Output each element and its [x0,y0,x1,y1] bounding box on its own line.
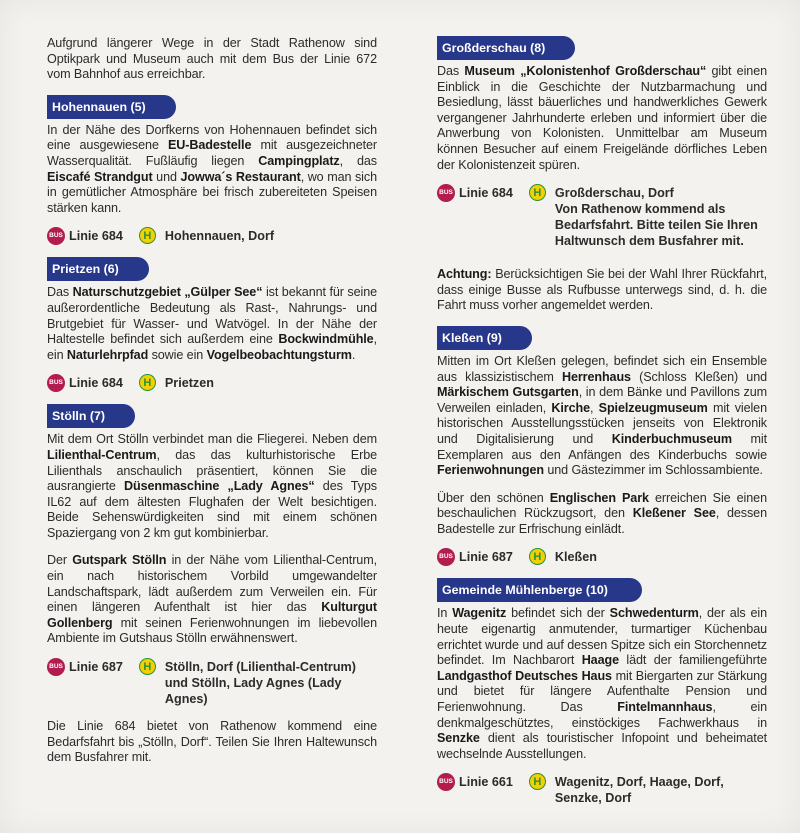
bus-icon: BUS [47,658,65,676]
bus-stop-prietzen [47,375,377,392]
bus-line-label: Linie 661 [459,775,513,790]
bus-line-label: Linie 684 [459,186,513,201]
bus-icon: BUS [47,227,65,245]
bus-stop-icon: H [139,227,156,244]
stop-name: Kleßen [554,550,597,565]
text-klessen-1: Mitten im Ort Kleßen gelegen, befindet sich ein Ensemble aus klassizistischem Herrenhaus (Schloss Kleßen) und Märkischem Gutsgarten, in dem Bänke und Pavillons zum Verweilen einladen, Kirche, Spielzeugmuseum mit vielen historischen Ausstellungsstücken jenseits von Elektronik und Digitalisierung und Kinderbuchmuseum mit Exemplaren aus den Anfängen des Kinderbuchs sowie Ferienwohnungen und Gästezimmer im Schlossambiente. [437,353,767,478]
heading-grossderschau: Großderschau (8) [437,36,575,60]
bus-stop-icon: H [139,374,156,391]
bus-stop-icon: H [529,184,546,201]
bus-icon: BUS [437,184,455,202]
heading-klessen: Kleßen (9) [437,326,532,350]
bus-line-label: Linie 687 [459,550,513,565]
heading-muehlenberge: Gemeinde Mühlenberge (10) [437,578,642,602]
bus-icon: BUS [47,374,65,392]
note-stoelln: Die Linie 684 bietet von Rathenow kommend eine Bedarfsfahrt bis „Stölln, Dorf“. Teilen Sie Ihren Haltewunsch dem Busfahrer mit. [47,719,377,765]
bus-icon: BUS [437,773,455,791]
bus-line-label: Linie 684 [69,376,123,391]
stop-name: Wagenitz, Dorf, Haage, Dorf, Senzke, Dorf [554,775,724,806]
bus-line-label: Linie 684 [69,229,123,244]
text-stoelln-1: Mit dem Ort Stölln verbindet man die Fliegerei. Neben dem Lilienthal-Centrum, das das kulturhistorische Erbe Lilienthals anschaulich präsentiert, können Sie die ausrangierte Düsenmaschine „Lady Agnes“ des Typs IL62 auf dem ältesten Flughafen der Welt besichtigen. Beide Sehenswürdigkeiten sind mit einem schönen Spaziergang von 2 km gut kombinierbar. [47,432,377,540]
bus-stop-muehlenberge [437,774,767,806]
stop-name: Großderschau, Dorf [554,186,674,201]
warning-text: Achtung: Berücksichtigen Sie bei der Wahl Ihrer Rückfahrt, dass einige Busse als Rufbusse unterwegs sind, d. h. die Fahrt muss vorher angemeldet werden. [437,267,767,313]
stop-name: Prietzen [164,376,214,391]
stop-note: Von Rathenow kommend als Bedarfsfahrt. Bitte teilen Sie Ihren Haltwunsch dem Busfahrer mit. [554,202,758,249]
bus-stop-icon: H [529,548,546,565]
right-column [437,36,767,818]
heading-stoelln: Stölln (7) [47,404,135,428]
intro-text: Aufgrund längerer Wege in der Stadt Rathenow sind Optikpark und Museum auch mit dem Bus der Linie 672 vom Bahnhof aus erreichbar. [47,36,377,82]
bus-stop-klessen [437,549,767,566]
heading-hohennauen: Hohennauen (5) [47,95,176,119]
left-column [47,36,377,778]
text-grossderschau: Das Museum „Kolonistenhof Großderschau“ gibt einen Einblick in die Geschichte der Nutzbarmachung und Besiedlung, lässt bäuerliches und handwerkliches Gewerk vergangener Jahrhunderte erleben und informiert über die Anwerbung von Kolonisten. Unmittelbar am Museum können Besucher auf einem Freigelände dörfliches Leben der Kolonistenzeit spüren. [437,64,767,172]
stop-name: Stölln, Dorf (Lilienthal-Centrum) und Stölln, Lady Agnes (Lady Agnes) [164,660,356,707]
warning-label: Achtung: [437,267,492,282]
text-prietzen: Das Naturschutzgebiet „Gülper See“ ist bekannt für seine außerordentliche Bedeutung als Rast-, Nahrungs- und Brutgebiet für Wasser- und Watvögel. In der Nähe der Haltestelle befindet sich außerdem eine Bockwindmühle, ein Naturlehrpfad sowie ein Vogelbeobachtungsturm. [47,285,378,362]
text-hohennauen: In der Nähe des Dorfkerns von Hohennauen befindet sich eine ausgewiesene EU-Badestelle mit ausgezeichneter Wasserqualität. Fußläufig liegen Campingplatz, das Eiscafé Strandgut und Jowwa´s Restaurant, wo man sich in gemütlicher Atmosphäre bei frisch zubereiteten Speisen stärken kann. [47,122,377,215]
text-klessen-2: Über den schönen Englischen Park erreichen Sie einen beschaulichen Rückzugsort, den Kleßener See, dessen Badestelle zur Erfrischung einlädt. [437,490,767,536]
bus-stop-stoelln [47,659,377,707]
text-muehlenberge: In Wagenitz befindet sich der Schwedenturm, der als ein heute eigenartig anmutender, turmartiger Küchenbau errichtet wurde und auf dessen Spitze sich ein Storchennetz befindet. Im Nachbarort Haage lädt der familiengeführte Landgasthof Deutsches Haus mit Biergarten zur Stärkung und bietet für längere Aufenthalte Pension und Ferienwohnung. Das Fintelmannhaus, ein denkmalgeschütztes, einstöckiges Fachwerkhaus in Senzke dient als touristischer Infopoint und beheimatet wechselnde Ausstellungen. [437,606,767,761]
heading-prietzen: Prietzen (6) [47,257,149,281]
bus-stop-hohennauen [47,228,377,245]
bus-icon: BUS [437,548,455,566]
stop-name-block [555,185,767,249]
bus-stop-grossderschau [437,185,767,249]
stop-name: Hohennauen, Dorf [164,229,275,244]
bus-line-label: Linie 687 [69,660,123,675]
text-stoelln-2: Der Gutspark Stölln in der Nähe vom Lilienthal-Centrum, ein nach historischem Vorbild umgewandelter Landschaftspark, lädt außerdem zum Verweilen ein. Für einen längeren Aufenthalt ist hier das Kulturgut Gollenberg mit seinen Ferienwohnungen im liebevollen Ambiente im Gutshaus Stölln erwähnenswert. [47,553,377,646]
bus-stop-icon: H [139,658,156,675]
bus-stop-icon: H [529,773,546,790]
